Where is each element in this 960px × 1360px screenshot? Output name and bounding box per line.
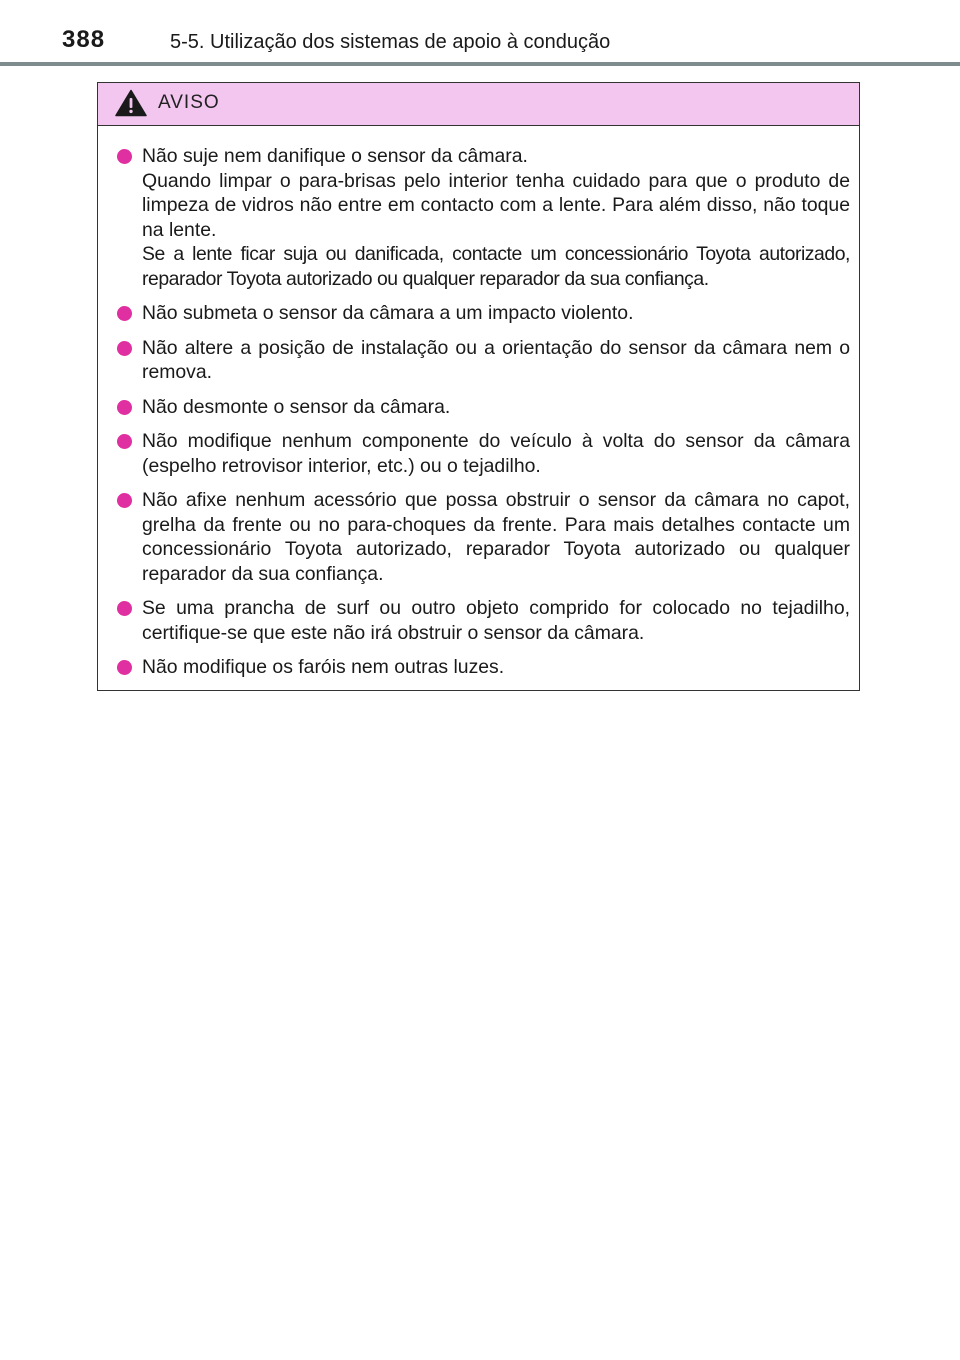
- warning-triangle-icon: [115, 89, 147, 117]
- bullet-icon: [117, 149, 132, 164]
- warning-item: [117, 301, 850, 326]
- warning-item-text: Não modifique os faróis nem outras luzes.: [142, 656, 505, 678]
- page-header: [0, 0, 960, 66]
- bullet-icon: [117, 341, 132, 356]
- bullet-icon: [117, 400, 132, 415]
- warning-item: [117, 144, 850, 291]
- bullet-icon: [117, 306, 132, 321]
- warning-item: [117, 488, 850, 586]
- warning-item: [117, 336, 850, 385]
- page-number: 388: [62, 26, 106, 53]
- warning-body: [98, 126, 859, 680]
- warning-box: [97, 82, 860, 691]
- bullet-icon: [117, 493, 132, 508]
- bullet-icon: [117, 660, 132, 675]
- warning-item-text: Não submeta o sensor da câmara a um impacto violento.: [142, 302, 634, 324]
- bullet-icon: [117, 434, 132, 449]
- bullet-icon: [117, 601, 132, 616]
- warning-item-text: Não altere a posição de instalação ou a orientação do sensor da câmara nem o remova.: [142, 336, 850, 383]
- warning-item-text: Não suje nem danifique o sensor da câmara.: [142, 145, 528, 167]
- warning-item: [117, 596, 850, 645]
- warning-item-text: Se uma prancha de surf ou outro objeto comprido for colocado no tejadilho, certifique-se que este não irá obstruir o sensor da câmara.: [142, 597, 850, 644]
- warning-item: [117, 655, 850, 680]
- warning-item: [117, 429, 850, 478]
- header-rule: [0, 62, 960, 66]
- warning-title: AVISO: [158, 92, 220, 113]
- warning-item-text: Não afixe nenhum acessório que possa obstruir o sensor da câmara no capot, grelha da frente ou no para-choques da frente. Para mais detalhes contacte um concessionário Toyota autorizado, reparador Toyota autorizado ou qualquer reparador da sua confiança.: [142, 489, 850, 585]
- warning-header: [98, 83, 859, 126]
- section-title: 5-5. Utilização dos sistemas de apoio à condução: [170, 31, 611, 53]
- warning-item-text: Não desmonte o sensor da câmara.: [142, 395, 451, 418]
- warning-item-text: Quando limpar o para-brisas pelo interior tenha cuidado para que o produto de limpeza de vidros não entre em contacto com a lente. Para além disso, não toque na lente.: [142, 169, 850, 241]
- warning-item-text: Se a lente ficar suja ou danificada, contacte um concessionário Toyota autorizado, reparador Toyota autorizado ou qualquer reparador da sua confiança.: [142, 243, 850, 290]
- warning-item: [117, 395, 850, 420]
- warning-item-text: Não modifique nenhum componente do veículo à volta do sensor da câmara (espelho retrovisor interior, etc.) ou o tejadilho.: [142, 430, 850, 477]
